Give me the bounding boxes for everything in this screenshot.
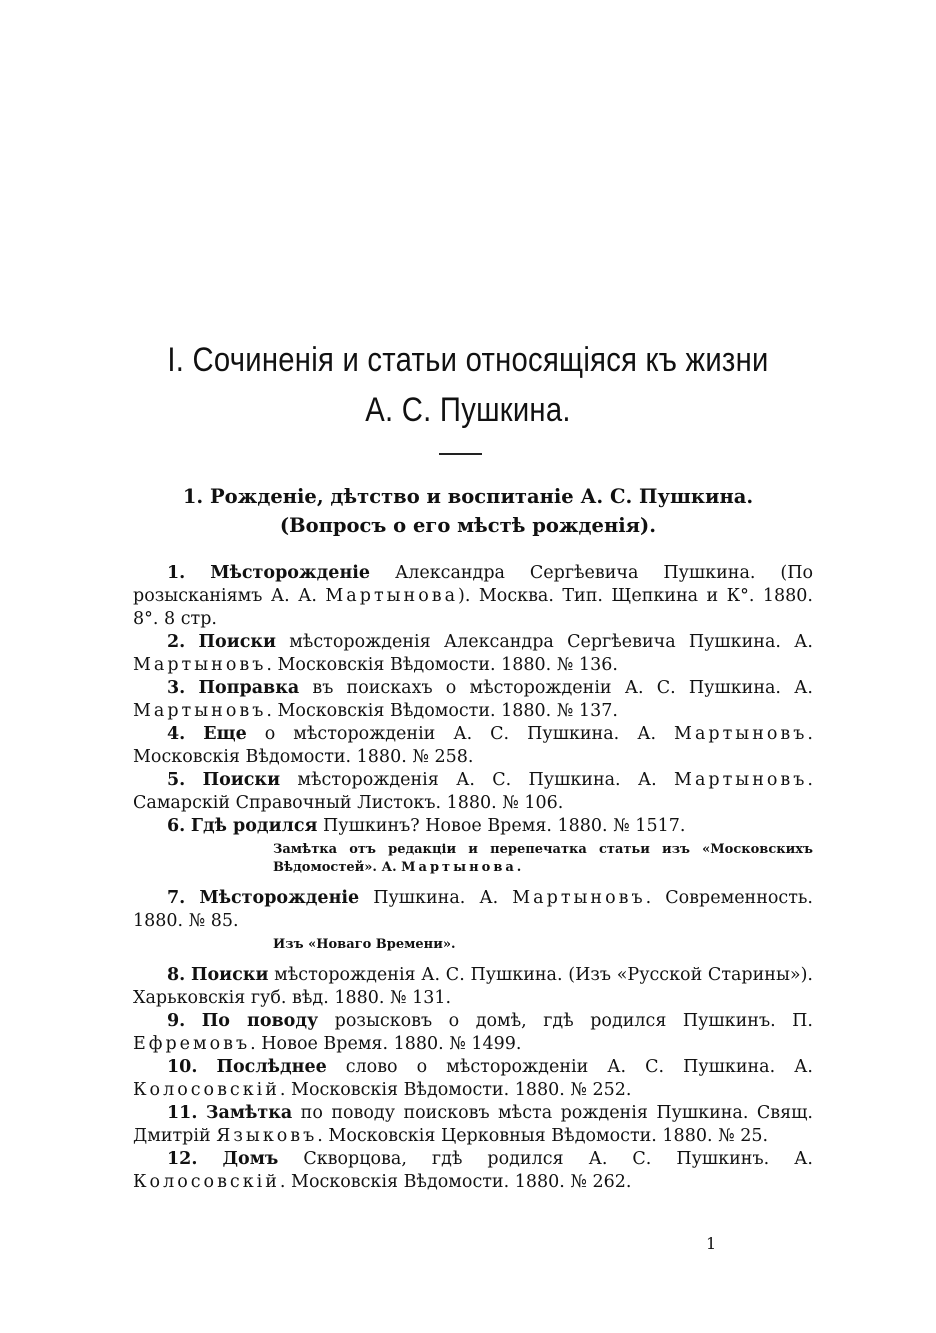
list-item: 12. Домъ Скворцова, гдѣ родился А. С. Пушкинъ. А. Колосовскій. Московскія Вѣдомости. 1880. № 262.	[133, 1149, 813, 1192]
note: Изъ «Новаго Времени».	[273, 937, 456, 952]
list-item: 11. Замѣтка по поводу поисковъ мѣста рожденія Пушкина. Свящ. Дмитрій Языковъ. Московскія Церковныя Вѣдомости. 1880. № 25.	[133, 1103, 813, 1146]
list-item: 3. Поправка въ поискахъ о мѣсторожденіи А. С. Пушкина. А. Мартыновъ. Московскія Вѣдомости. 1880. № 137.	[133, 678, 813, 721]
list-item: 7. Мѣсторожденіе Пушкина. А. Мартыновъ. Современность. 1880. № 85.	[133, 888, 813, 931]
section-title-line2: (Вопросъ о его мѣстѣ рожденія).	[279, 514, 657, 537]
section-title-line1: 1. Рожденіе, дѣтство и воспитаніе А. С. Пушкина.	[182, 485, 754, 508]
chapter-title	[143, 335, 793, 435]
list-item: 6. Гдѣ родился Пушкинъ? Новое Время. 1880. № 1517.	[167, 816, 686, 836]
page-number: 1	[706, 1234, 717, 1253]
list-item: 1. Мѣсторожденіе Александра Сергѣевича Пушкина. (По розысканіямъ А. А. Мартынова). Москва. Тип. Щепкина и К°. 1880. 8°. 8 стр.	[133, 563, 813, 629]
chapter-title-line1: I. Сочиненія и статьи относящіяся къ жизни	[167, 341, 769, 379]
chapter-title-line2: А. С. Пушкина.	[365, 391, 571, 429]
list-item: 4. Еще о мѣсторожденіи А. С. Пушкина. А. Мартыновъ. Московскія Вѣдомости. 1880. № 258.	[133, 724, 813, 767]
list-item: 2. Поиски мѣсторожденія Александра Сергѣевича Пушкина. А. Мартыновъ. Московскія Вѣдомости. 1880. № 136.	[133, 632, 813, 675]
section-title	[100, 482, 836, 540]
bibliography-list	[133, 562, 813, 1194]
list-item: 8. Поиски мѣсторожденія А. С. Пушкина. (Изъ «Русской Старины»). Харьковскія губ. вѣд. 1880. № 131.	[133, 965, 813, 1008]
note: Замѣтка отъ редакціи и перепечатка статьи изъ «Московскихъ Вѣдомостей». А. Мартынова.	[273, 842, 813, 875]
title-divider	[439, 453, 482, 455]
list-item: 9. По поводу розысковъ о домѣ, гдѣ родился Пушкинъ. П. Ефремовъ. Новое Время. 1880. № 1499.	[133, 1011, 813, 1054]
list-item: 5. Поиски мѣсторожденія А. С. Пушкина. А. Мартыновъ. Самарскій Справочный Листокъ. 1880. № 106.	[133, 770, 813, 813]
list-item: 10. Послѣднее слово о мѣсторожденіи А. С. Пушкина. А. Колосовскій. Московскія Вѣдомости. 1880. № 252.	[133, 1057, 813, 1100]
